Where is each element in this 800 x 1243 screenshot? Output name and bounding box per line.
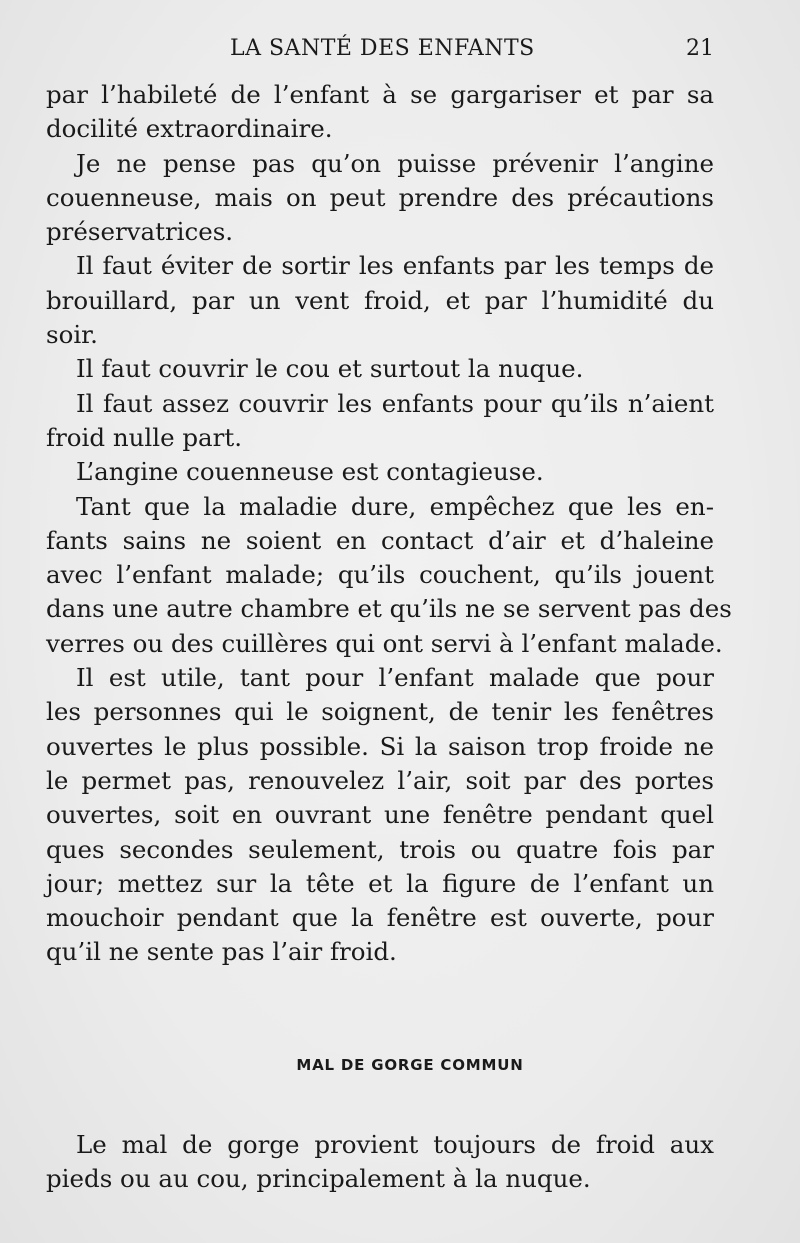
text-line: qu’il ne sente pas l’air froid. <box>46 937 397 967</box>
text-line: Il faut assez couvrir les enfants pour qu’ils n’aient <box>76 388 714 418</box>
text-line: Le mal de gorge provient toujours de froid aux <box>76 1130 714 1159</box>
text-line: pieds ou au cou, principalement à la nuque. <box>46 1164 591 1194</box>
text-line: froid nulle part. <box>46 422 242 452</box>
section-heading: MAL DE GORGE COMMUN <box>296 1056 524 1074</box>
text-line: verres ou des cuillères qui ont servi à l’enfant malade. <box>46 628 723 658</box>
text-line: par l’habileté de l’enfant à se gargariser et par sa <box>46 80 714 109</box>
text-line: jour; mettez sur la tête et la figure de l’enfant un <box>46 868 714 898</box>
text-line: le permet pas, renouvelez l’air, soit par des portes <box>46 765 714 795</box>
text-line: Il est utile, tant pour l’enfant malade que pour <box>76 663 714 693</box>
text-line: ouvertes, soit en ouvrant une fenêtre pendant quel <box>46 800 714 830</box>
running-head <box>0 36 800 66</box>
text-line: Il faut éviter de sortir les enfants par les temps de <box>76 251 714 281</box>
text-line: Tant que la maladie dure, empêchez que les en- <box>76 491 714 521</box>
page-number: 21 <box>686 36 714 61</box>
text-line: couenneuse, mais on peut prendre des précautions <box>46 182 714 212</box>
text-line: mouchoir pendant que la fenêtre est ouverte, pour <box>46 903 714 933</box>
text-line: préservatrices. <box>46 217 234 247</box>
running-title: LA SANTÉ DES ENFANTS <box>230 36 535 61</box>
text-line: fants sains ne soient en contact d’air et d’haleine <box>46 525 714 555</box>
text-line: ouvertes le plus possible. Si la saison trop froide ne <box>46 731 714 761</box>
text-line: Je ne pense pas qu’on puisse prévenir l’angine <box>76 148 714 178</box>
text-line: ques secondes seulement, trois ou quatre fois par <box>46 834 714 864</box>
text-line: docilité extraordinaire. <box>46 114 333 144</box>
section-body-text <box>46 1128 714 1197</box>
text-line: avec l’enfant malade; qu’ils couchent, qu’ils jouent <box>46 560 714 590</box>
text-line: L’angine couenneuse est contagieuse. <box>76 457 544 487</box>
text-line: les personnes qui le soignent, de tenir les fenêtres <box>46 697 714 727</box>
text-line: Il faut couvrir le cou et surtout la nuque. <box>76 354 584 384</box>
text-line: soir. <box>46 320 98 350</box>
text-line: brouillard, par un vent froid, et par l’humidité du <box>46 285 714 315</box>
text-line: dans une autre chambre et qu’ils ne se servent pas des <box>46 594 732 624</box>
body-text <box>46 78 732 970</box>
